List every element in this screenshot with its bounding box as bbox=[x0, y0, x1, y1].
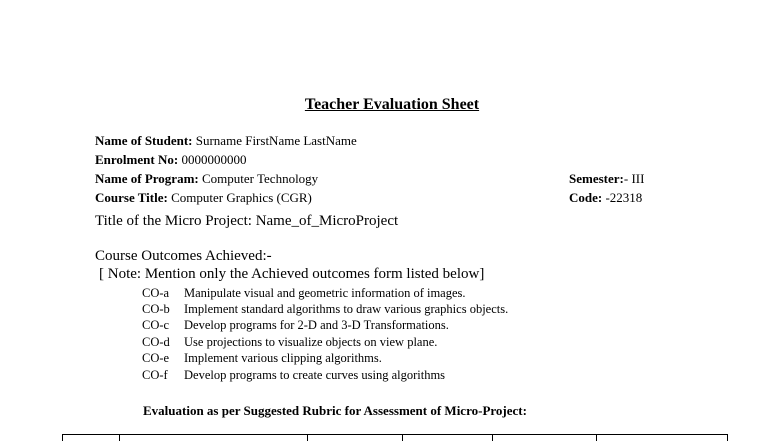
code-row bbox=[569, 190, 642, 206]
outcome-code: CO-f bbox=[142, 368, 168, 382]
outcome-text: Develop programs for 2-D and 3-D Transformations. bbox=[184, 318, 449, 332]
outcome-code: CO-a bbox=[142, 286, 170, 300]
outcome-item bbox=[142, 351, 382, 366]
code-value: -22318 bbox=[605, 190, 643, 205]
page-title: Teacher Evaluation Sheet bbox=[304, 96, 480, 113]
table-column-divider bbox=[596, 434, 597, 441]
semester-row bbox=[569, 171, 644, 187]
micro-project-label: Title of the Micro Project: bbox=[95, 213, 252, 229]
semester-label: Semester: bbox=[569, 171, 624, 186]
outcome-item bbox=[142, 368, 445, 383]
table-column-divider bbox=[307, 434, 308, 441]
student-name-label: Name of Student: bbox=[95, 133, 193, 148]
table-column-divider bbox=[119, 434, 120, 441]
micro-project-row bbox=[95, 213, 398, 230]
outcome-text: Manipulate visual and geometric information of images. bbox=[184, 286, 466, 300]
outcome-item bbox=[142, 335, 437, 350]
outcomes-heading: Course Outcomes Achieved:- bbox=[95, 248, 272, 264]
program-label: Name of Program: bbox=[95, 171, 199, 186]
outcome-item bbox=[142, 318, 449, 333]
enrolment-row bbox=[95, 152, 246, 168]
table-column-divider bbox=[62, 434, 63, 441]
course-label: Course Title: bbox=[95, 190, 168, 205]
outcomes-note: [ Note: Mention only the Achieved outcomes form listed below] bbox=[99, 266, 485, 282]
course-row bbox=[95, 190, 312, 206]
student-name-row bbox=[95, 133, 357, 149]
micro-project-value: Name_of_MicroProject bbox=[255, 213, 399, 229]
table-column-divider bbox=[402, 434, 403, 441]
outcome-code: CO-b bbox=[142, 302, 170, 316]
semester-value: - III bbox=[623, 171, 645, 186]
program-value: Computer Technology bbox=[201, 171, 319, 186]
outcome-item bbox=[142, 286, 466, 301]
outcome-code: CO-d bbox=[142, 335, 170, 349]
enrolment-label: Enrolment No: bbox=[95, 152, 179, 167]
table-column-divider bbox=[492, 434, 493, 441]
outcome-code: CO-c bbox=[142, 318, 170, 332]
enrolment-value: 0000000000 bbox=[181, 152, 247, 167]
outcome-code: CO-e bbox=[142, 351, 170, 365]
outcome-item bbox=[142, 302, 508, 317]
rubric-heading: Evaluation as per Suggested Rubric for Assessment of Micro-Project: bbox=[143, 403, 527, 418]
outcome-text: Implement various clipping algorithms. bbox=[184, 351, 382, 365]
student-name-value: Surname FirstName LastName bbox=[195, 133, 357, 148]
table-column-divider bbox=[727, 434, 728, 441]
outcome-text: Develop programs to create curves using algorithms bbox=[184, 368, 446, 382]
course-value: Computer Graphics (CGR) bbox=[171, 190, 312, 205]
outcome-text: Use projections to visualize objects on view plane. bbox=[184, 335, 438, 349]
outcome-text: Implement standard algorithms to draw various graphics objects. bbox=[184, 302, 509, 316]
table-top-border bbox=[62, 434, 728, 435]
code-label: Code: bbox=[569, 190, 603, 205]
program-row bbox=[95, 171, 318, 187]
